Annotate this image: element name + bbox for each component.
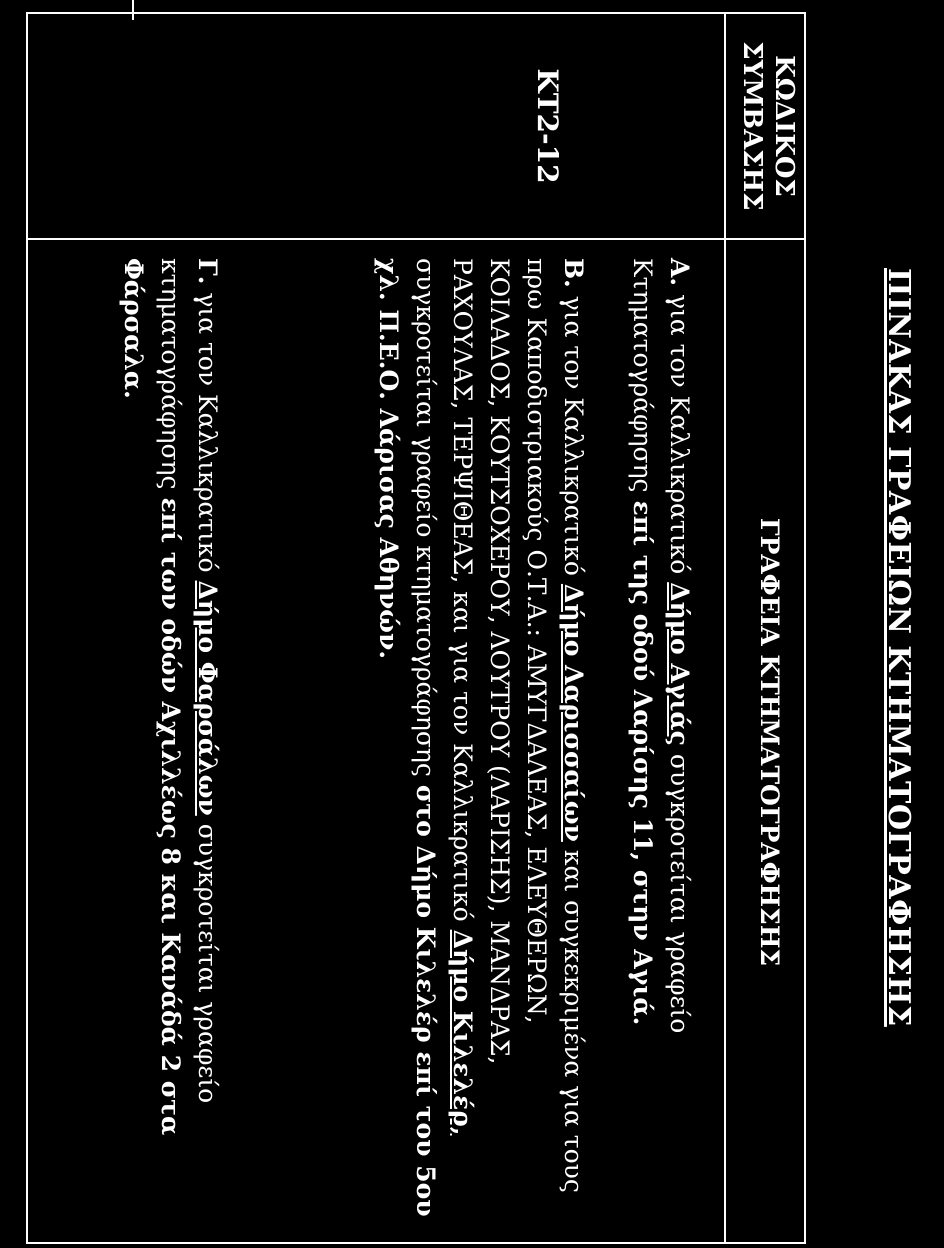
entry-a-letter: Α. <box>665 258 694 287</box>
entry-b-address1: στο Δήμο Κιλελέρ επί του 5ου <box>411 784 440 1217</box>
office-entry-g <box>115 258 226 1228</box>
contract-code-value: ΚΤ2-12 <box>531 68 564 184</box>
entry-g-municipality: Δήμο Φαρσάλων <box>193 580 222 816</box>
entry-b-text5: ΡΑΧΟΥΛΑΣ, ΤΕΡΨΙΘΕΑΣ, και για τον Καλλικρατικό <box>448 258 477 922</box>
entry-b-text2: και συγκεκριμένα για τους <box>559 849 588 1193</box>
header-divider <box>724 14 726 1242</box>
entry-a-text3: Κτηματογράφησης <box>628 258 657 493</box>
offices-table <box>26 12 806 1244</box>
office-entry-b <box>370 258 592 1228</box>
entry-a-municipality: Δήμο Αγιάς <box>665 582 694 746</box>
entry-g-address1: επί των οδών Αχιλλέως 8 και Κανάδά 2 στα <box>156 497 185 1136</box>
entry-g-text2: συγκροτείται γραφείο <box>193 823 222 1104</box>
entry-g-line1 <box>189 258 226 1228</box>
entry-b-municipality2: Δήμο Κιλελέρ, <box>448 929 477 1136</box>
entry-b-line2: πρω Καποδιστριακούς Ο.Τ.Α.: ΑΜΥΓΔΑΛΕΑΣ, ΕΛΕΥΘΕΡΩΝ, <box>522 258 551 1024</box>
document-heading: ΠΙΝΑΚΑΣ ΓΡΑΦΕΙΩΝ ΚΤΗΜΑΤΟΓΡΑΦΗΣΗΣ <box>881 268 916 1027</box>
entry-g-address2: Φάρσαλα. <box>119 258 148 399</box>
entry-b-text1: για τον Καλλικρατικό <box>559 295 588 576</box>
entry-a-text2: συγκροτείται γραφείο <box>665 753 694 1034</box>
entry-a-address: επί της οδού Λαρίσης 11, στην Αγιά. <box>628 500 657 1026</box>
contract-code-header <box>736 14 800 238</box>
office-entry-a <box>624 258 698 1228</box>
entry-g-letter: Γ. <box>193 258 222 285</box>
entry-b-line5 <box>407 258 444 1228</box>
entry-b-letter: Β. <box>559 258 588 288</box>
entry-a-text1: για τον Καλλικρατικό <box>665 294 694 575</box>
entry-a-line2 <box>624 258 661 1228</box>
entry-b-line4 <box>444 258 481 1228</box>
entry-g-text1: για τον Καλλικρατικό <box>193 292 222 573</box>
entry-b-address2: χλ. Π.Ε.Ο. Λάρισας Αθηνών. <box>374 258 403 660</box>
entry-b-municipality: Δήμο Λαρισσαίων <box>559 583 588 842</box>
entry-g-line2 <box>152 258 189 1228</box>
entry-a-line1 <box>661 258 698 1228</box>
contract-code-header-line1: ΚΩΔΙΚΟΣ <box>769 55 799 197</box>
entry-b-line1 <box>555 258 592 1228</box>
entry-g-text3: κτηματογράφησης <box>156 258 185 490</box>
offices-header: ΓΡΑΦΕΙΑ ΚΤΗΜΑΤΟΓΡΑΦΗΣΗΣ <box>755 517 784 967</box>
column-divider <box>28 238 804 240</box>
contract-code-header-line2: ΣΥΜΒΑΣΗΣ <box>737 41 767 211</box>
entry-b-text6: συγκροτείται γραφείο κτηματογράφησης <box>411 258 440 777</box>
entry-b-line3: ΚΟΙΛΑΔΟΣ, ΚΟΥΤΣΟΧΕΡΟΥ, ΛΟΥΤΡΟΥ (ΛΑΡΙΣΗΣ), ΜΑΝΔΡΑΣ, <box>485 258 514 1065</box>
